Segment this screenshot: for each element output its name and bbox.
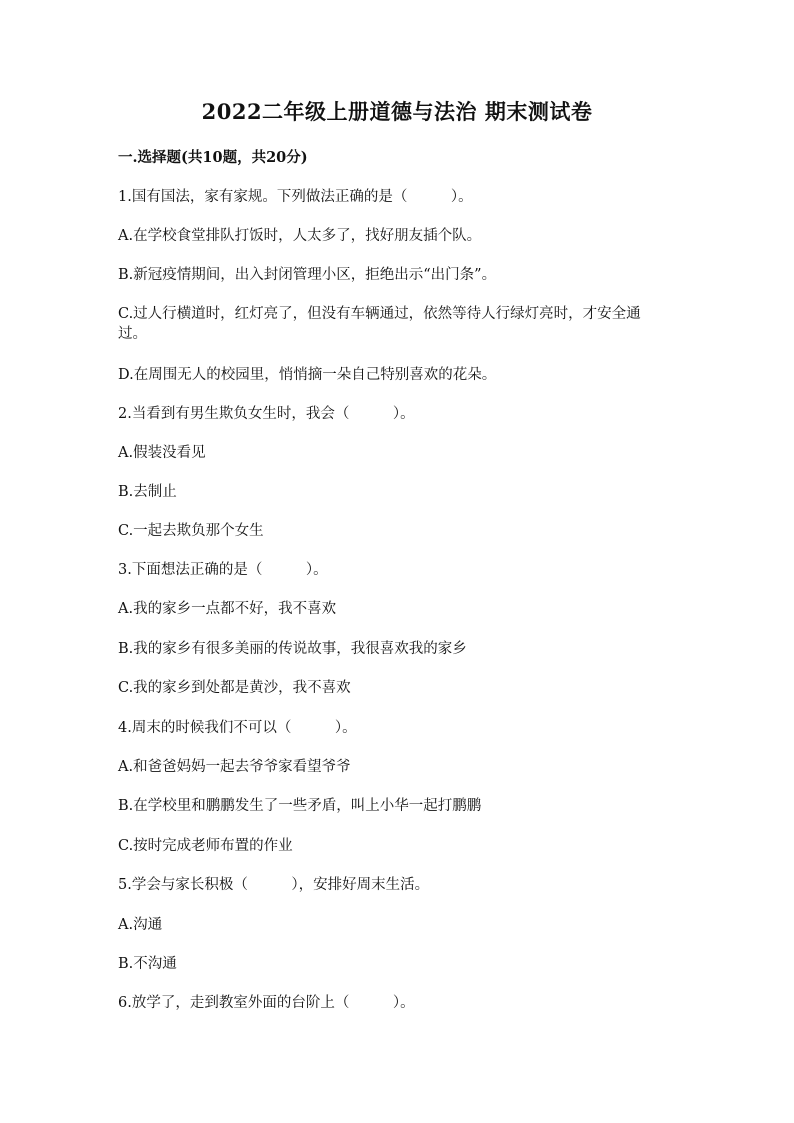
q1-option-a: A.在学校食堂排队打饭时，人太多了，找好朋友插个队。 bbox=[118, 228, 482, 244]
q4-option-a: A.和爸爸妈妈一起去爷爷家看望爷爷 bbox=[118, 759, 351, 775]
page-title: 2022二年级上册道德与法治 期末测试卷 bbox=[201, 99, 593, 124]
q2-option-b: B.去制止 bbox=[118, 484, 177, 500]
question-stem-2: 2.当看到有男生欺负女生时，我会（ ）。 bbox=[118, 406, 415, 422]
question-stem-4: 4.周末的时候我们不可以（ ）。 bbox=[118, 720, 357, 736]
q2-option-a: A.假装没看见 bbox=[118, 445, 206, 461]
q3-option-b: B.我的家乡有很多美丽的传说故事，我很喜欢我的家乡 bbox=[118, 641, 467, 657]
question-stem-1: 1.国有国法，家有家规。下列做法正确的是（ ）。 bbox=[118, 189, 473, 205]
q1-option-b: B.新冠疫情期间，出入封闭管理小区，拒绝出示“出门条”。 bbox=[118, 267, 497, 283]
q4-option-c: C.按时完成老师布置的作业 bbox=[118, 838, 293, 854]
q4-option-b: B.在学校里和鹏鹏发生了一些矛盾，叫上小华一起打鹏鹏 bbox=[118, 798, 482, 814]
q1-option-c: C.过人行横道时，红灯亮了，但没有车辆通过，依然等待人行绿灯亮时，才安全通过。 bbox=[118, 306, 641, 342]
question-stem-6: 6.放学了，走到教室外面的台阶上（ ）。 bbox=[118, 995, 415, 1011]
question-stem-3: 3.下面想法正确的是（ ）。 bbox=[118, 562, 328, 578]
q5-option-b: B.不沟通 bbox=[118, 956, 177, 972]
q3-option-a: A.我的家乡一点都不好，我不喜欢 bbox=[118, 601, 337, 617]
question-stem-5: 5.学会与家长积极（ ），安排好周末生活。 bbox=[118, 877, 430, 893]
section-heading: 一.选择题(共10题，共20分) bbox=[118, 149, 308, 166]
q2-option-c: C.一起去欺负那个女生 bbox=[118, 523, 264, 539]
q1-option-d: D.在周围无人的校园里，悄悄摘一朵自己特别喜欢的花朵。 bbox=[118, 367, 497, 383]
q3-option-c: C.我的家乡到处都是黄沙，我不喜欢 bbox=[118, 680, 351, 696]
q5-option-a: A.沟通 bbox=[118, 917, 163, 933]
